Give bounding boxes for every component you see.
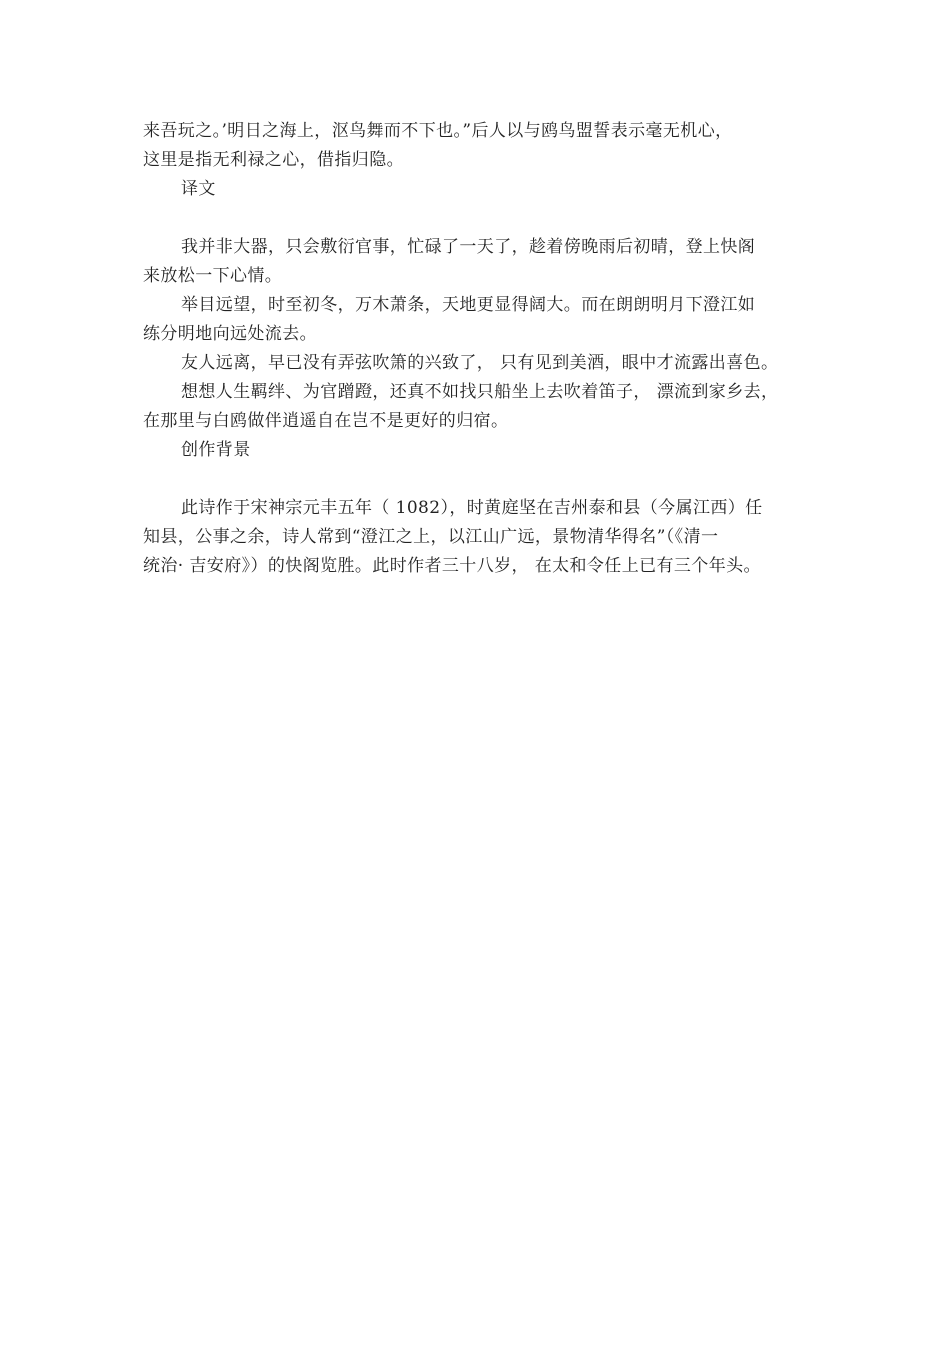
background-line: 统治· 吉安府》）的快阁览胜。此时作者三十八岁， 在太和令任上已有三个年头。	[143, 556, 761, 576]
translation-heading: 译文	[181, 179, 216, 199]
translation-line: 想想人生羁绊、为官蹭蹬，还真不如找只船坐上去吹着笛子， 漂流到家乡去，	[181, 382, 779, 402]
note-line: 这里是指无利禄之心，借指归隐。	[143, 150, 404, 170]
translation-line: 友人远离，早已没有弄弦吹箫的兴致了， 只有见到美酒，眼中才流露出喜色。	[181, 353, 779, 373]
translation-line: 举目远望，时至初冬，万木萧条，天地更显得阔大。而在朗朗明月下澄江如	[181, 295, 756, 315]
note-line: 来吾玩之。’明日之海上，沤鸟舞而不下也。”后人以与鸥鸟盟誓表示毫无机心，	[143, 121, 733, 141]
translation-line: 我并非大器，只会敷衍官事，忙碌了一天了，趁着傍晚雨后初晴，登上快阁	[181, 237, 756, 257]
document-body	[143, 117, 803, 581]
translation-line: 来放松一下心情。	[143, 266, 283, 286]
background-line: 此诗作于宋神宗元丰五年（ 1082），时黄庭坚在吉州泰和县（今属江西）任	[181, 498, 763, 518]
translation-line: 在那里与白鸥做伴逍遥自在岂不是更好的归宿。	[143, 411, 509, 431]
background-line: 知县，公事之余，诗人常到“澄江之上，以江山广远，景物清华得名”（《清一	[143, 527, 719, 547]
blank-line	[143, 465, 803, 494]
background-heading: 创作背景	[181, 440, 251, 460]
translation-line: 练分明地向远处流去。	[143, 324, 317, 344]
blank-line	[143, 204, 803, 233]
